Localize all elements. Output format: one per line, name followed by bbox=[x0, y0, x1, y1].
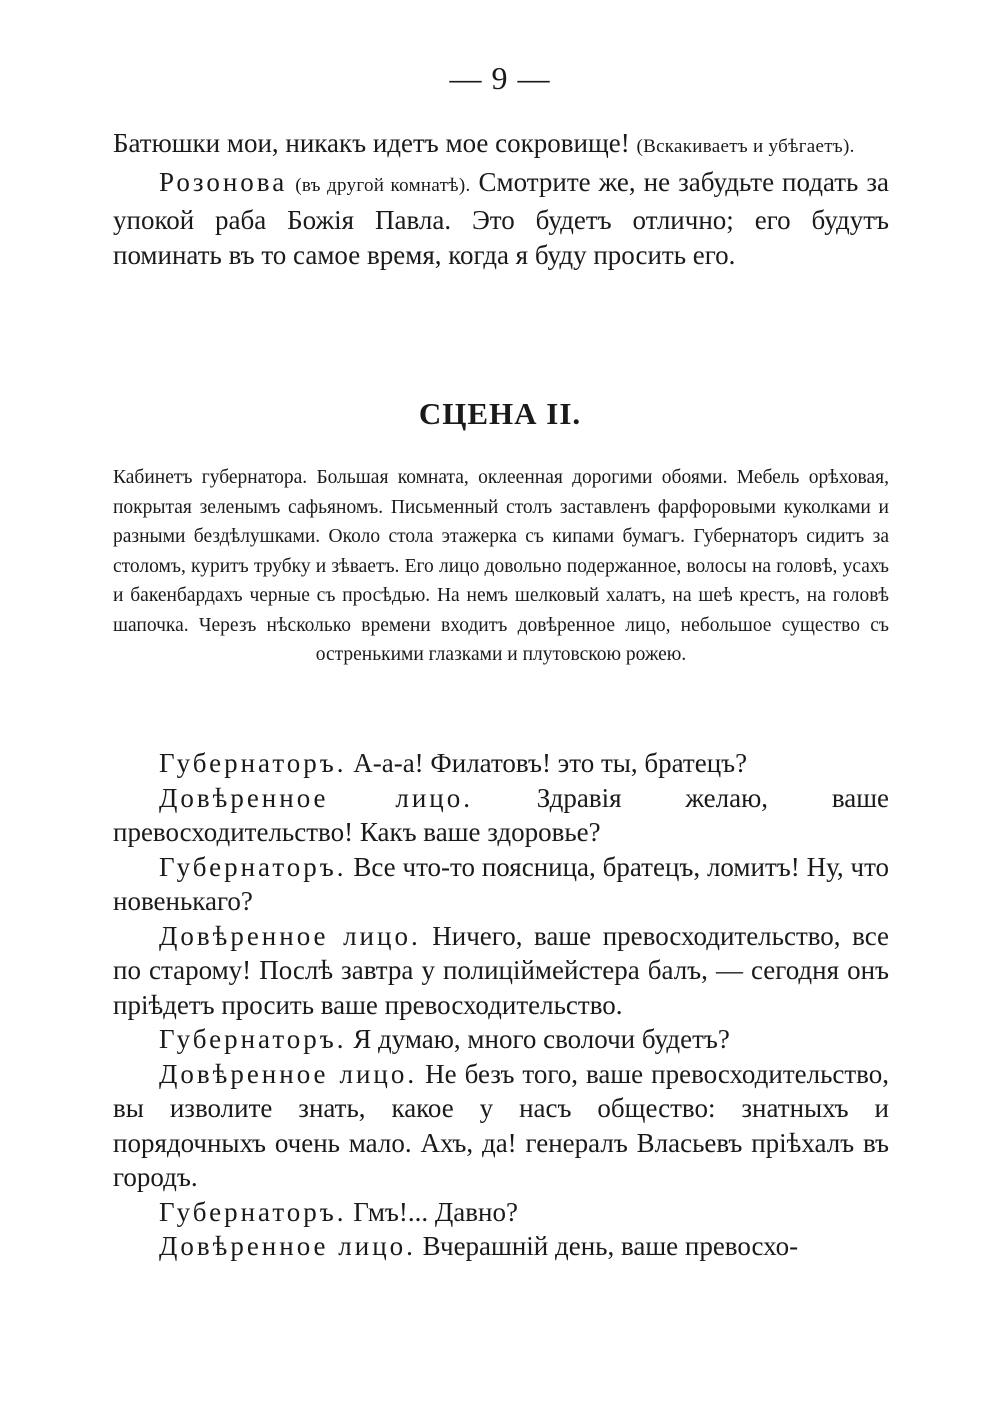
speaker-name: Довѣренное лицо. bbox=[159, 920, 421, 951]
line-text: Я думаю, много сволочи будетъ? bbox=[353, 1024, 730, 1054]
speaker-name: Губернаторъ. bbox=[159, 1024, 347, 1054]
speaker-name: Губернаторъ. bbox=[159, 851, 347, 882]
speaker-name: Розонова bbox=[159, 166, 288, 197]
line-text: Ничего, ваше превосходительство, все по старому! Послѣ завтра у полиціймейстера балъ, — сегодня онъ пріѣдетъ просить ваше превосходительство. bbox=[113, 920, 890, 1020]
dialogue-line bbox=[113, 919, 889, 1023]
speaker-name: Довѣренное лицо. bbox=[159, 1058, 418, 1089]
line-text: Здравія желаю, ваше превосходительство! Какъ ваше здоровье? bbox=[113, 782, 889, 847]
line-text: Гмъ!... Давно? bbox=[353, 1196, 518, 1227]
speaker-name: Довѣренное лицо. bbox=[159, 1231, 416, 1261]
speaker-name: Губернаторъ. bbox=[159, 748, 347, 778]
dialogue-line bbox=[113, 1022, 889, 1057]
dialogue-line bbox=[113, 1195, 889, 1230]
opening-dialogue bbox=[113, 126, 889, 272]
scene-title: СЦЕНА II. bbox=[418, 396, 582, 431]
dialogue-line bbox=[113, 1229, 889, 1264]
speaker-name: Довѣренное лицо. bbox=[159, 782, 473, 813]
line-text: Все что-то поясница, братецъ, ломитъ! Ну, что новенькаго? bbox=[113, 851, 890, 916]
stage-direction: (Вскакиваетъ и убѣгаетъ). bbox=[636, 136, 855, 157]
dialogue-line bbox=[113, 1057, 889, 1195]
stage-direction: (въ другой комнатѣ). bbox=[295, 174, 471, 196]
dialogue-line bbox=[113, 746, 889, 781]
line-text: А-а-а! Филатовъ! это ты, братецъ? bbox=[353, 748, 748, 778]
line-text: Вчерашній день, ваше превосхо- bbox=[422, 1231, 799, 1261]
line-text: Батюшки мои, никакъ идетъ мое сокровище! bbox=[113, 128, 630, 158]
scene-dialogue bbox=[113, 746, 889, 1264]
dialogue-line bbox=[113, 781, 889, 850]
line-text: Не безъ того, ваше превосходительство, вы изволите знать, какое у насъ общество: знатныхъ и порядочныхъ очень мало. Ахъ, да! генералъ Власьевъ пріѣхалъ въ городъ. bbox=[113, 1058, 889, 1192]
line-text: Смотрите же, не забудьте подать за упокой раба Божія Павла. Это будетъ отлично; его будутъ поминать въ то самое время, когда я буду просить его. bbox=[113, 166, 890, 270]
dialogue-line bbox=[113, 850, 889, 919]
dialogue-line bbox=[113, 165, 889, 273]
scene-description: Кабинетъ губернатора. Большая комната, оклеенная дорогими обоями. Мебель орѣховая, покрытая зеленымъ сафьяномъ. Письменный столъ заставленъ фарфоровыми куколками и разными бездѣлушками. Около стола этажерка съ кипами бумагъ. Губернаторъ сидитъ за столомъ, куритъ трубку и зѣваетъ. Его лицо довольно подержанное, волосы на головѣ, усахъ и бакенбардахъ черные съ просѣдью. На немъ шелковый халатъ, на шеѣ крестъ, на головѣ шапочка. Черезъ нѣсколько времени входитъ довѣренное лицо, небольшое существо съ остренькими глазками и плутовскою рожею. bbox=[113, 467, 889, 665]
speaker-name: Губернаторъ. bbox=[159, 1196, 347, 1227]
page-number: — 9 — bbox=[449, 60, 551, 96]
dialogue-line bbox=[113, 126, 889, 165]
